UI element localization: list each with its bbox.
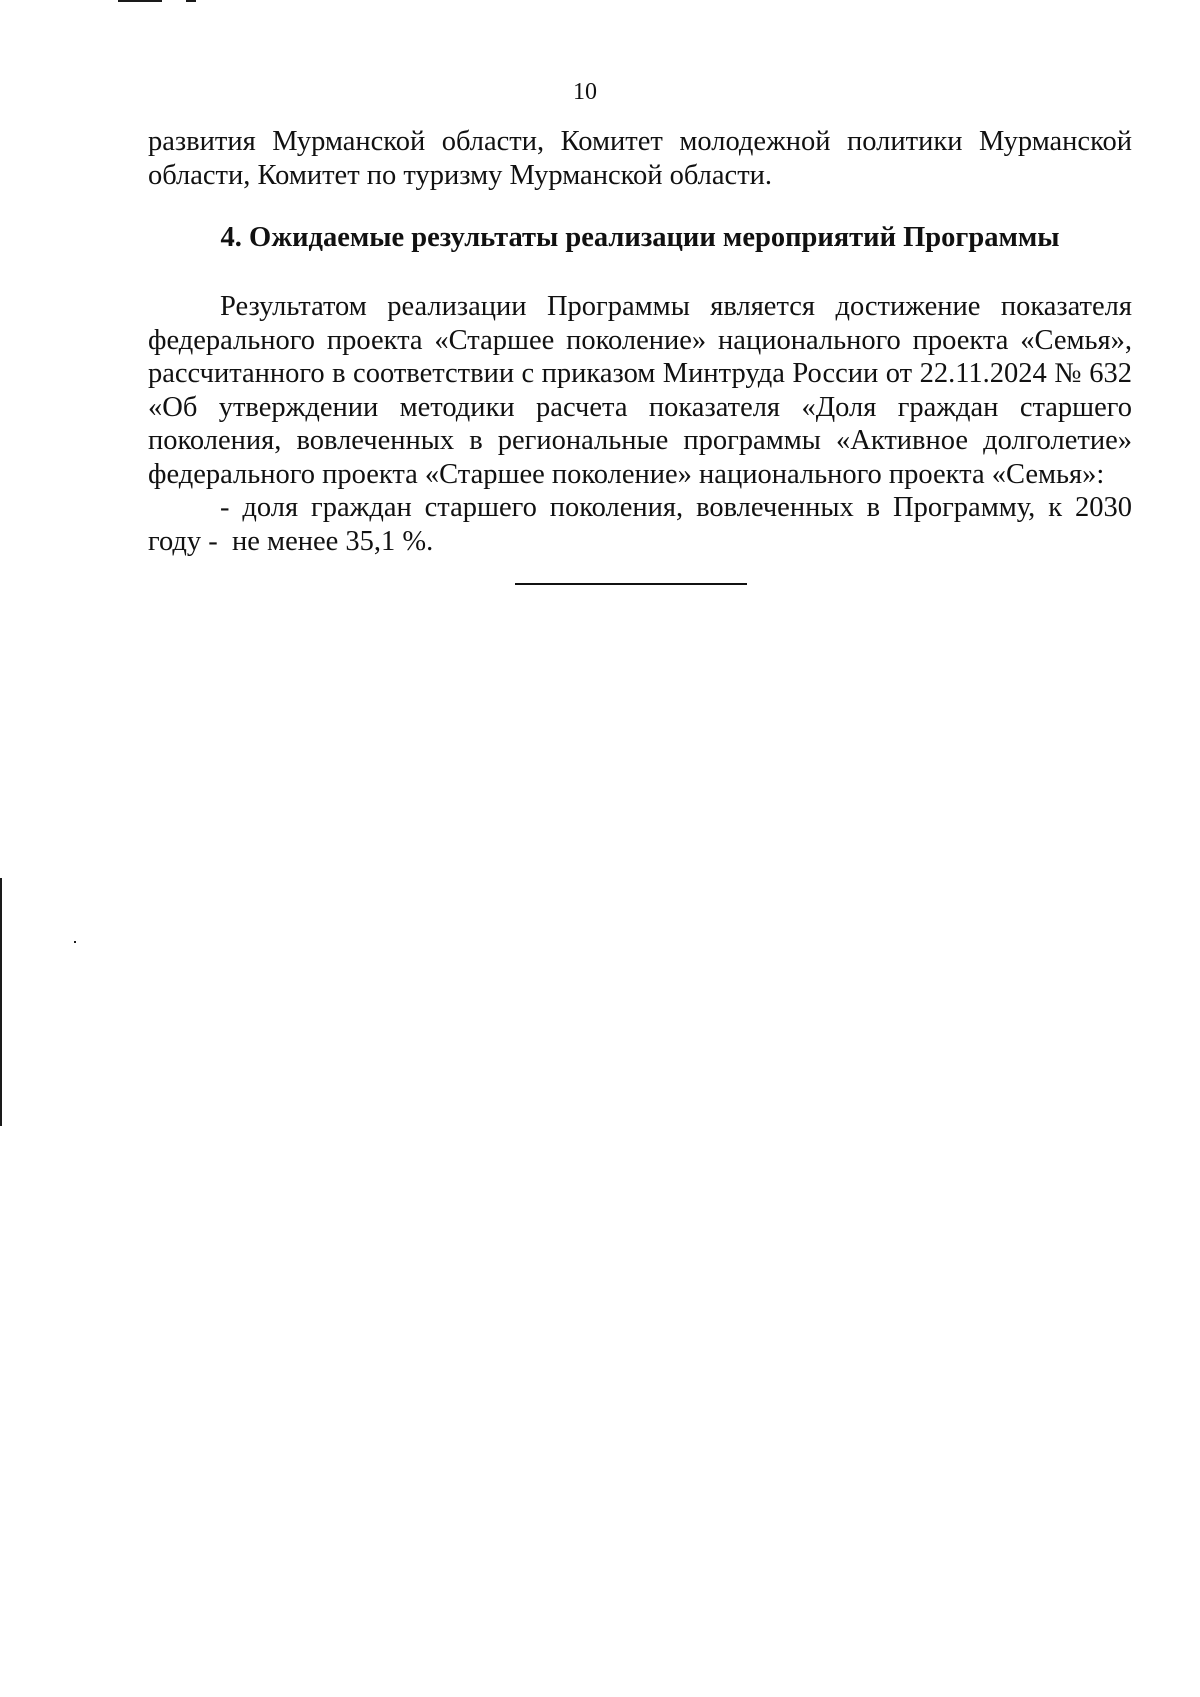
paragraph-line: поколения, вовлеченных в региональные программы «Активное долголетие» [148, 425, 1132, 456]
paragraph-line: области, Комитет по туризму Мурманской области. [148, 159, 773, 191]
intro-paragraph [148, 125, 1132, 192]
results-paragraph [148, 290, 1132, 491]
page-number: 10 [573, 79, 597, 105]
paragraph-line: рассчитанного в соответствии с приказом Минтруда России от 22.11.2024 № 632 [148, 358, 1132, 389]
scan-artifact-dot [74, 941, 76, 943]
paragraph-line: - доля граждан старшего поколения, вовлеченных в Программу, к 2030 [220, 492, 1132, 523]
scan-artifact-top-left [118, 0, 162, 2]
paragraph-line: федерального проекта «Старшее поколение» национального проекта «Семья»: [148, 458, 1105, 490]
section-heading: 4. Ожидаемые результаты реализации мероприятий Программы [220, 222, 1060, 253]
paragraph-line: году - не менее 35,1 %. [148, 525, 434, 557]
paragraph-line: «Об утверждении методики расчета показателя «Доля граждан старшего [148, 391, 1132, 423]
paragraph-line: Результатом реализации Программы является достижение показателя [220, 291, 1132, 322]
indicator-item [148, 491, 1132, 558]
paragraph-line: развития Мурманской области, Комитет молодежной политики Мурманской [148, 126, 1132, 157]
scan-artifact-top-left-short [186, 0, 196, 2]
paragraph-line: федерального проекта «Старшее поколение» национального проекта «Семья», [148, 324, 1132, 356]
end-of-text-rule [515, 583, 747, 585]
scan-artifact-left-edge [0, 878, 2, 1126]
